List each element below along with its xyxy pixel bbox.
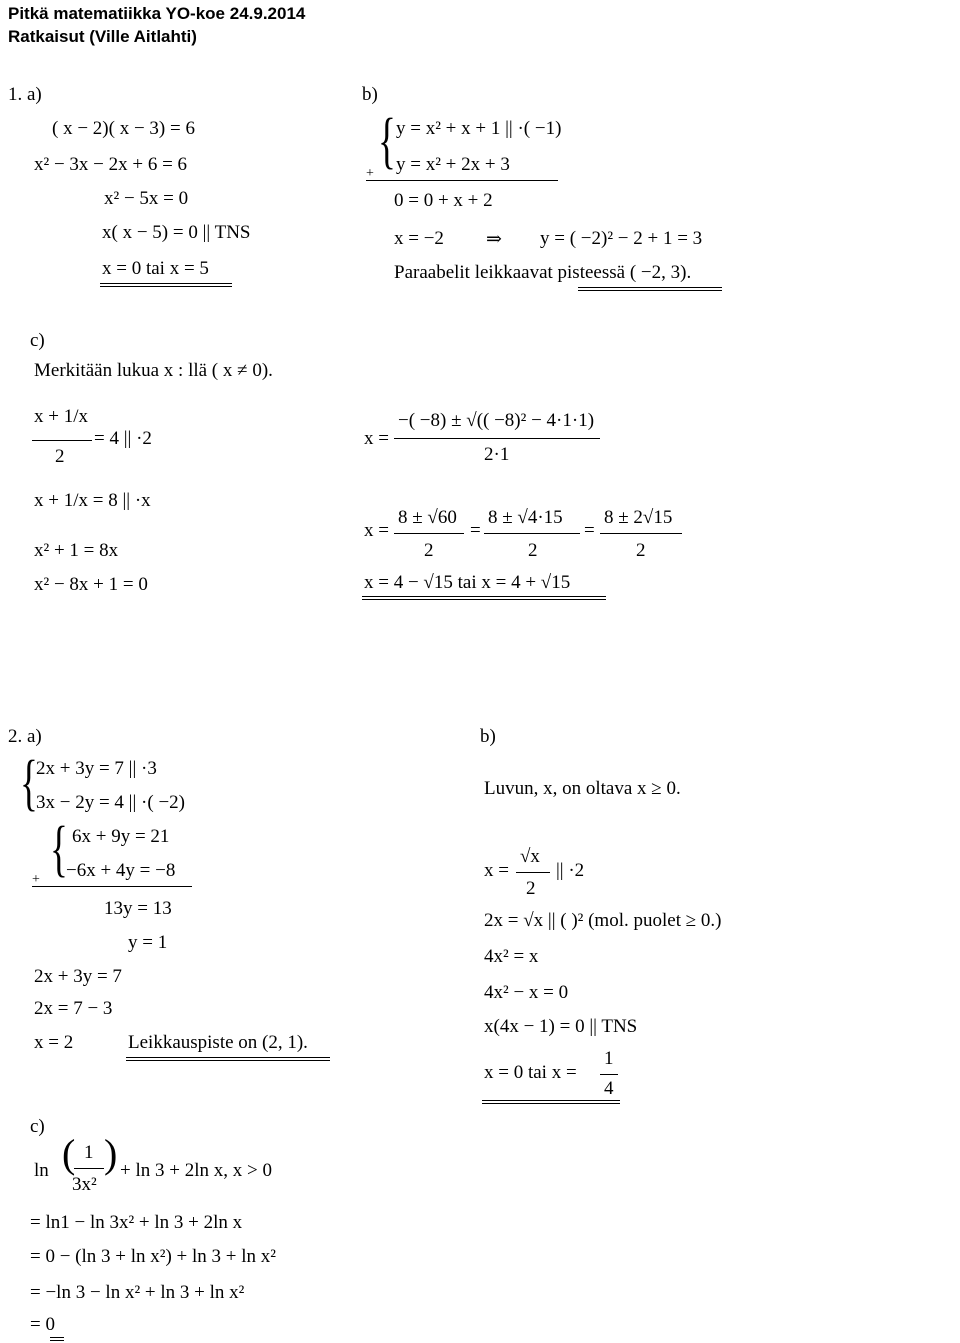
fraction-bar xyxy=(600,533,682,534)
task-2c-line-2: = ln1 − ln 3x² + ln 3 + 2ln x xyxy=(30,1212,243,1233)
task-2a-line-5: 13y = 13 xyxy=(104,898,172,919)
task-1a-answer: x = 0 tai x = 5 xyxy=(102,258,209,279)
task-2c-label: c) xyxy=(30,1116,45,1137)
task-2a-eq-2: 3x − 2y = 4 || ·( −2) xyxy=(36,792,185,813)
quadratic-x-eq: x = xyxy=(364,428,389,449)
task-1b-label: b) xyxy=(362,84,378,105)
plus-sign: + xyxy=(366,166,374,181)
task-2a-line-9: x = 2 xyxy=(34,1032,74,1053)
paren-open: ( xyxy=(62,1131,76,1176)
implies-arrow: ⇒ xyxy=(486,229,502,250)
task-1c-denominator: 2 xyxy=(55,446,65,467)
equals-sign: = xyxy=(470,520,481,541)
task-2b-answer: x = 0 tai x = xyxy=(484,1062,577,1083)
task-2a-eq-1: 2x + 3y = 7 || ·3 xyxy=(36,758,157,779)
task-2b-line-2: 2x = √x || ( )² (mol. puolet ≥ 0.) xyxy=(484,910,722,931)
quadratic-denominator: 2·1 xyxy=(484,444,510,465)
system-brace-2a: { xyxy=(20,749,38,817)
task-1c-line-3: x² + 1 = 8x xyxy=(34,540,119,561)
document-title: Pitkä matematiikka YO-koe 24.9.2014 xyxy=(8,4,306,23)
task-2a-label: 2. a) xyxy=(8,726,42,747)
fraction-bar xyxy=(394,438,600,439)
fraction-bar xyxy=(74,1168,104,1169)
sum-line xyxy=(32,886,192,887)
task-2b-answer-num: 1 xyxy=(604,1048,614,1069)
task-1a-label: 1. a) xyxy=(8,84,42,105)
quadratic-numerator: −( −8) ± √(( −8)² − 4·1·1) xyxy=(398,410,595,431)
system-brace-1b: { xyxy=(378,107,396,175)
simplify-den-2: 2 xyxy=(528,540,538,561)
task-2c-frac-num: 1 xyxy=(84,1142,94,1163)
equals-sign: = xyxy=(584,520,595,541)
task-2b-numerator: √x xyxy=(520,846,540,867)
task-1a-answer-underline xyxy=(100,283,232,287)
task-2c-frac-den: 3x² xyxy=(72,1174,97,1195)
task-1b-line-4: x = −2 xyxy=(394,228,444,249)
task-2b-line-4: 4x² − x = 0 xyxy=(484,982,569,1003)
fraction-bar xyxy=(394,533,464,534)
task-2b-x-eq: x = xyxy=(484,860,509,881)
task-1b-answer: Paraabelit leikkaavat pisteessä ( −2, 3). xyxy=(394,262,692,283)
task-2c-line-3: = 0 − (ln 3 + ln x²) + ln 3 + ln x² xyxy=(30,1246,276,1267)
system-brace-2a-sum: { xyxy=(50,815,68,883)
task-1a-line-1: ( x − 2)( x − 3) = 6 xyxy=(52,118,195,139)
fraction-bar xyxy=(32,440,92,441)
task-1b-line-5: y = ( −2)² − 2 + 1 = 3 xyxy=(540,228,703,249)
task-2b-multiplier: || ·2 xyxy=(556,860,585,881)
task-1a-line-3: x² − 5x = 0 xyxy=(104,188,189,209)
task-2c-ln: ln xyxy=(34,1160,49,1181)
task-2a-line-6: y = 1 xyxy=(128,932,168,953)
simplify-x-eq: x = xyxy=(364,520,389,541)
task-1c-answer: x = 4 − √15 tai x = 4 + √15 xyxy=(364,572,571,593)
simplify-num-1: 8 ± √60 xyxy=(398,507,457,528)
task-2b-answer-den: 4 xyxy=(604,1078,614,1099)
simplify-num-3: 8 ± 2√15 xyxy=(604,507,673,528)
task-1a-line-2: x² − 3x − 2x + 6 = 6 xyxy=(34,154,188,175)
task-2a-eq-3: 6x + 9y = 21 xyxy=(72,826,170,847)
sum-line xyxy=(366,180,558,181)
task-2c-line-4: = −ln 3 − ln x² + ln 3 + ln x² xyxy=(30,1282,245,1303)
task-1c-line-4: x² − 8x + 1 = 0 xyxy=(34,574,148,595)
task-2c-answer: = 0 xyxy=(30,1314,55,1335)
task-2a-line-7: 2x + 3y = 7 xyxy=(34,966,122,987)
task-1b-line-3: 0 = 0 + x + 2 xyxy=(394,190,493,211)
task-1c-line-2: x + 1/x = 8 || ·x xyxy=(34,490,151,511)
task-2a-eq-4: −6x + 4y = −8 xyxy=(66,860,176,881)
task-1c-numerator: x + 1/x xyxy=(34,406,88,427)
paren-close: ) xyxy=(104,1131,118,1176)
task-2a-line-8: 2x = 7 − 3 xyxy=(34,998,113,1019)
task-2c-line-1: + ln 3 + 2ln x, x > 0 xyxy=(120,1160,272,1181)
task-1c-intro: Merkitään lukua x : llä ( x ≠ 0). xyxy=(34,360,273,381)
task-1c-label: c) xyxy=(30,330,45,351)
task-1c-eq-rhs: = 4 || ·2 xyxy=(94,428,152,449)
task-2b-answer-underline xyxy=(482,1100,620,1104)
task-2b-denominator: 2 xyxy=(526,878,536,899)
fraction-bar xyxy=(484,533,580,534)
simplify-den-1: 2 xyxy=(424,540,434,561)
task-2a-answer: Leikkauspiste on (2, 1). xyxy=(128,1032,308,1053)
task-1a-line-4: x( x − 5) = 0 || TNS xyxy=(102,222,251,243)
task-1b-eq-1: y = x² + x + 1 || ·( −1) xyxy=(396,118,562,139)
task-1b-eq-2: y = x² + 2x + 3 xyxy=(396,154,510,175)
simplify-num-2: 8 ± √4·15 xyxy=(488,507,563,528)
simplify-den-3: 2 xyxy=(636,540,646,561)
document-subtitle: Ratkaisut (Ville Aitlahti) xyxy=(8,27,197,46)
task-1c-answer-underline xyxy=(362,596,606,600)
fraction-bar xyxy=(600,1074,618,1075)
task-1b-answer-underline xyxy=(578,287,722,291)
task-2b-line-3: 4x² = x xyxy=(484,946,539,967)
task-2a-answer-underline xyxy=(126,1057,330,1061)
task-2b-label: b) xyxy=(480,726,496,747)
task-2b-condition: Luvun, x, on oltava x ≥ 0. xyxy=(484,778,681,799)
fraction-bar xyxy=(516,872,550,873)
task-2c-answer-underline xyxy=(50,1337,64,1341)
plus-sign: + xyxy=(32,872,40,887)
task-2b-line-5: x(4x − 1) = 0 || TNS xyxy=(484,1016,638,1037)
